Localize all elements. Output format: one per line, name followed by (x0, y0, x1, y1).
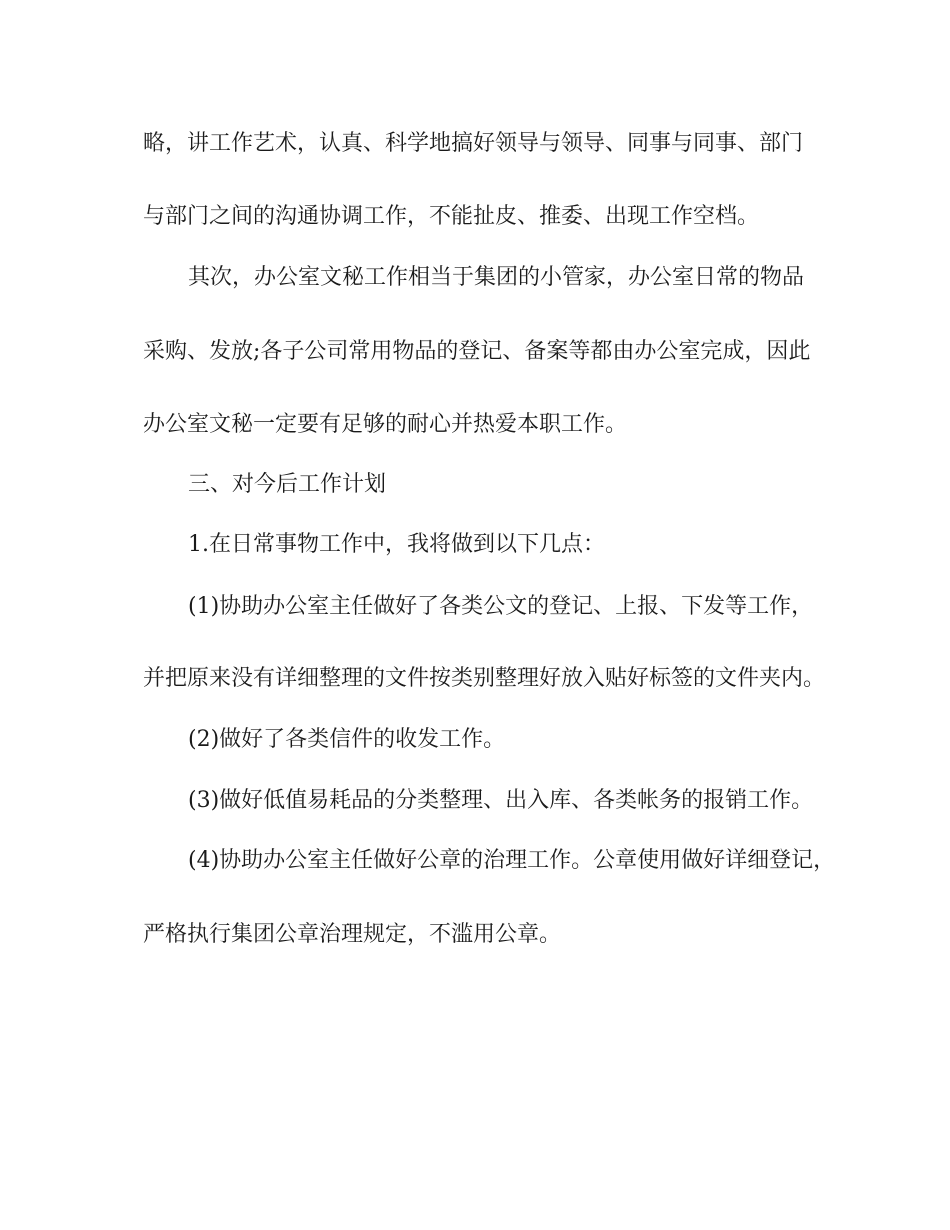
list-item-2: (2)做好了各类信件的收发工作。 (188, 727, 506, 752)
section-heading: 三、对今后工作计划 (188, 472, 387, 497)
text-line: 采购、发放;各子公司常用物品的登记、备案等都由办公室完成，因此 (143, 339, 811, 364)
list-item-3: (3)做好低值易耗品的分类整理、出入库、各类帐务的报销工作。 (188, 788, 814, 813)
text-line: 办公室文秘一定要有足够的耐心并热爱本职工作。 (143, 412, 628, 437)
text-line: 与部门之间的沟通协调工作，不能扯皮、推委、出现工作空档。 (143, 204, 760, 229)
list-item-4: (4)协助办公室主任做好公章的治理工作。公章使用做好详细登记， (188, 848, 836, 873)
list-item-1: (1)协助办公室主任做好了各类公文的登记、上报、下发等工作， (188, 594, 814, 619)
numbered-item-heading: 1.在日常事物工作中，我将做到以下几点： (188, 532, 605, 557)
text-line: 严格执行集团公章治理规定，不滥用公章。 (143, 922, 562, 947)
text-line: 并把原来没有详细整理的文件按类别整理好放入贴好标签的文件夹内。 (143, 666, 826, 691)
text-line: 略，讲工作艺术，认真、科学地搞好领导与领导、同事与同事、部门 (143, 131, 804, 156)
paragraph-start-line: 其次，办公室文秘工作相当于集团的小管家，办公室日常的物品 (188, 265, 805, 290)
